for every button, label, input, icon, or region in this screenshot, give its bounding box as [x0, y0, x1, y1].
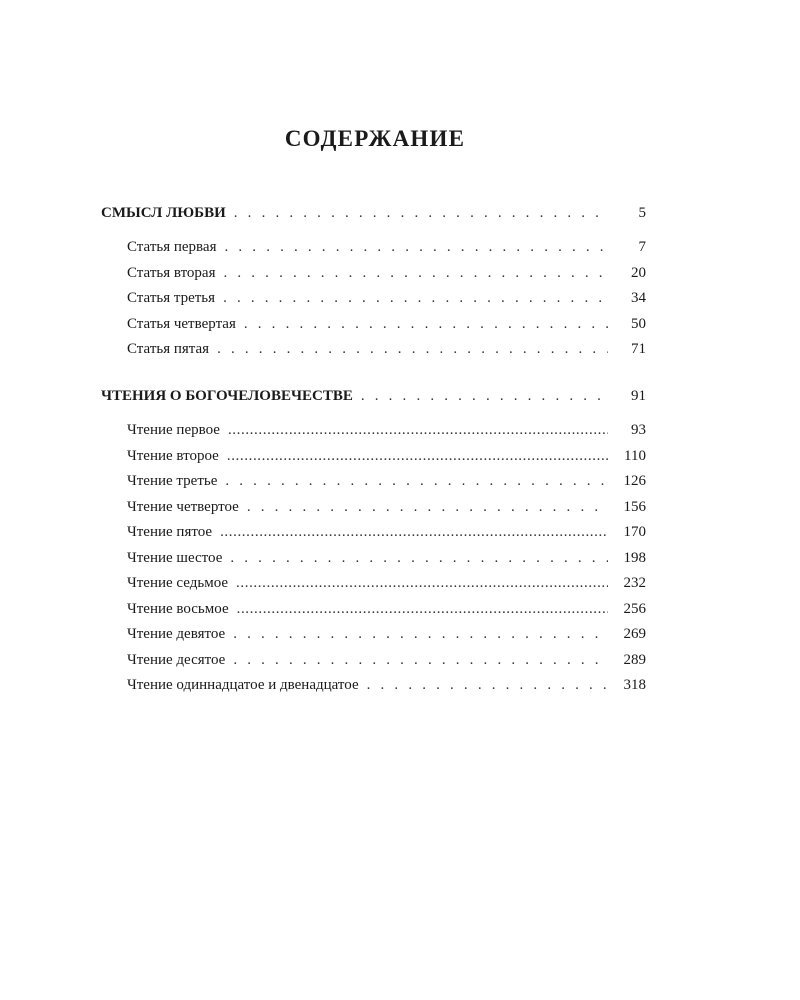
toc-entry[interactable]: [101, 601, 646, 627]
dot-leader: [234, 205, 608, 222]
toc-entry[interactable]: [101, 550, 646, 576]
toc-entry[interactable]: [101, 422, 646, 448]
toc-entry[interactable]: [101, 239, 646, 265]
toc-entry[interactable]: [101, 290, 646, 316]
toc-entry-label: Чтение четвертое: [127, 498, 239, 515]
toc-page-number: 34: [631, 290, 646, 306]
toc-page-number: 93: [631, 422, 646, 438]
toc-page-number: 5: [638, 205, 646, 221]
toc-page-number: 110: [624, 447, 646, 464]
toc-entry[interactable]: [101, 677, 646, 703]
toc-section-heading[interactable]: [101, 388, 646, 412]
toc-entry-label: Чтение одиннадцатое и двенадцатое: [127, 677, 359, 693]
toc-entry-label: Статья пятая: [127, 341, 210, 357]
toc-entry[interactable]: [101, 499, 646, 525]
toc-entry[interactable]: [101, 626, 646, 652]
toc-page-number: 269: [623, 626, 646, 642]
dot-leader: [230, 550, 608, 567]
toc-entry[interactable]: [101, 652, 646, 678]
dot-leader: [361, 388, 608, 405]
dot-leader: [225, 473, 608, 490]
dot-leader: [225, 239, 609, 256]
toc-page-number: 91: [631, 388, 646, 404]
toc-entry[interactable]: [101, 524, 646, 550]
toc-page-number: 156: [623, 498, 646, 515]
toc-entry-label: Чтение седьмое: [127, 575, 229, 591]
dot-leader: [223, 290, 608, 307]
toc-entry-label: Чтение пятое: [127, 524, 213, 540]
toc-page-number: 289: [623, 651, 646, 668]
toc-section: [101, 388, 646, 703]
toc-entry-label: Чтение шестое: [127, 549, 223, 566]
dot-leader: [227, 448, 608, 465]
toc-section-heading[interactable]: [101, 205, 646, 229]
toc-entry-label: Чтение третье: [127, 473, 218, 489]
toc-entry-label: Статья третья: [127, 290, 216, 306]
toc-entry-label: Статья четвертая: [127, 315, 236, 332]
toc-entry-label: Чтение девятое: [127, 626, 226, 642]
toc-entry-label: Чтение десятое: [127, 651, 226, 668]
dot-leader: [237, 601, 608, 618]
toc-entry-label: Чтение восьмое: [127, 600, 229, 617]
dot-leader: [217, 341, 608, 358]
toc-page-number: 126: [623, 473, 646, 489]
toc-section: [101, 205, 646, 367]
toc-page-number: 7: [638, 239, 646, 255]
toc-page-number: 198: [623, 549, 646, 566]
dot-leader: [244, 316, 608, 333]
toc-heading-label: СМЫСЛ ЛЮБВИ: [101, 205, 226, 221]
toc-page-number: 232: [623, 575, 646, 591]
page-title: СОДЕРЖАНИЕ: [284, 126, 466, 151]
dot-leader: [223, 265, 608, 282]
toc-entry-label: Статья первая: [127, 239, 217, 255]
toc-entry[interactable]: [101, 341, 646, 367]
toc-entry-label: Статья вторая: [127, 264, 216, 281]
toc-entry[interactable]: [101, 473, 646, 499]
dot-leader: [233, 626, 608, 643]
toc-page-number: 318: [623, 677, 646, 693]
toc-page-number: 71: [631, 341, 646, 357]
toc-entry[interactable]: [101, 316, 646, 342]
dot-leader: [228, 422, 608, 439]
dot-leader: [236, 575, 608, 592]
dot-leader: [247, 499, 608, 516]
toc-page-number: 170: [623, 524, 646, 540]
toc-entry-label: Чтение второе: [127, 447, 219, 464]
toc-entry[interactable]: [101, 575, 646, 601]
toc-entry[interactable]: [101, 265, 646, 291]
toc-heading-label: ЧТЕНИЯ О БОГОЧЕЛОВЕЧЕСТВЕ: [101, 388, 353, 404]
dot-leader: [220, 524, 608, 541]
dot-leader: [233, 652, 608, 669]
toc-entry[interactable]: [101, 448, 646, 474]
toc-page-number: 20: [631, 264, 646, 281]
toc-page-number: 50: [631, 315, 646, 332]
toc-page-number: 256: [623, 600, 646, 617]
dot-leader: [367, 677, 608, 694]
toc-entry-label: Чтение первое: [127, 422, 220, 438]
